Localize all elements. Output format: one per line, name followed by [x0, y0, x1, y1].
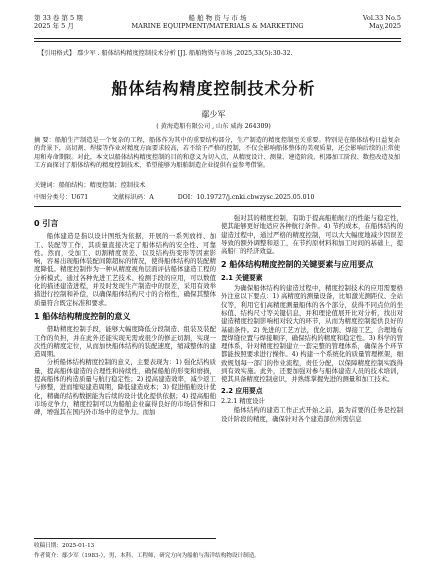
doi: DOI：10.19727/j.cnki.cbwzysc.2025.05.010: [177, 194, 315, 201]
subsection-heading: 2.2 应用要点: [221, 386, 263, 395]
header-right: [363, 14, 401, 30]
right-column: [221, 214, 403, 423]
paragraph: 船体结构的建造工作正式开始之前，最为首要的任务是控制设计阶段的精度，确保针对各个建造部位所需信息: [221, 406, 403, 423]
paragraph: 为确保船体结构的建造过程中，精度控制技术的应用需要格外注意以下要点：1) 高精度的测量设备，比如激光测距仪、全站仪等，利用它们高精度测量船体的各个部分，获得不同点位的坐标值、结构尺寸等关键信息，并和理论值展开比对分析，找出对建造精度控制影响相对较大的环节，从而为精度控制提供良好的基础条件。2) 先进的工艺方法，优化切割、焊接工艺，合理地布置焊缝位置与焊接顺序，确保结构的精度和稳定性。3) 科学的管理体系，针对精度控制建立一套完整的管理体系，确保各个环节都能按照要求进行操作。4) 构建一个系统化的质量管理框架，细致规划每一部门的作业流程，责任分配，以保障精度控制实践得到有效实施。此外，还要加强对参与船体建造人员的技术培训，使其具备精度控制意识，并熟练掌握先进的测量和加工技术。: [221, 284, 403, 384]
subsubsection-heading: 2.2.1 精度设计: [221, 396, 265, 405]
paragraph: 强对其的精度控制，有助于提高船舶航行的性能与稳定性，使其能够更好地适应各种航行条件。4) 节约成本，在船体结构的建造过程中，通过严格的精度控制，可以大大幅度地减少因误差导致的额外调整和返工，在节约原材料和加工时间的基础上，提高船厂的经济效益。: [221, 214, 403, 256]
paragraph: 船体建造是指以设计图纸为依据，开展的一系列放样、加工、装配等工作，其质量直接决定了船体结构的安全性、可靠性。然而，受加工、切割精度误差、以及结构热变形等因素影响，容易出现船体装配间隙超标的情况，使得船体结构的装配精度降低。精度控制作为一种从精度视角层面评估船体建造工程的分析模式，通过各种先进工艺技术、检测手段的应用，可以数值化的描述建造进程，并及时发现生产制造中的误差，采用有效举措进行控制和补偿，以确保船体结构尺寸的合格性，确保其整体质量符合既定标准和要求。: [34, 232, 216, 307]
journal-name-cn: 船 舶 物 资 与 市 场: [188, 14, 247, 22]
author-affiliation: ( 黄海造船有限公司 , 山东 威海 264309): [156, 123, 271, 130]
document-code: 文献标识码：A: [112, 194, 154, 201]
citation-format: 【引用格式】 鄢少军 . 船体结构精度控制技术分析 [J]. 船舶物资与市场 ,2025,33(5):30-32.: [38, 50, 293, 57]
paragraph: 分析船体结构精度控制的意义，主要表现为：1) 强化结构质量，提高船体建造的合理性和持续性，确保船舶的形变和磨损，提高船体的构造质量与航行稳定性；2) 提高建造效率，减少返工与修整，进而缩短建造周期，降低建造成本；3) 促进船舶设计优化，精确的结构数据能为后续的设计优化提供依据；4) 提高船舶市场竞争力，精度控制可以为船舶企业赢得良好的市场信誉和口碑，增强其在国内外市场中的竞争力。而加: [34, 358, 216, 417]
keywords: 关键词：船舶结构；精度控制；控制技术: [34, 182, 146, 189]
article-title: 船体结构精度控制技术分析: [111, 79, 316, 98]
author-bio: 作者简介：鄢少军（1983-），男，本科，工程师，研究方向为船舶与海洋结构物设计制造。: [34, 553, 260, 559]
paragraph: 借助精度控制手段，能够大幅度降低分段制造、组装及装配工作的负担，并在此外还能实现无需或很少的修正切割，实现一次性的精度定位，从而加快船体结构的装配速度，缩减整体的建造周期。: [34, 325, 216, 359]
received-date: 收稿日期：2025-01-13: [34, 543, 95, 549]
journal-name-en: MARINE EQUIPMENT/MATERIALS & MARKETING: [131, 22, 304, 30]
section-heading: 2 船体结构精度控制的关键要素与应用要点: [221, 260, 374, 270]
section-heading: 1 船体结构精度控制的意义: [34, 311, 131, 321]
volume-en: Vol.33 No.5: [362, 14, 401, 22]
header-rule-thin: [34, 41, 401, 42]
clc-number: 中图分类号：U671: [34, 194, 89, 201]
date-cn: 2025 年 5 月: [34, 22, 74, 30]
date-en: May,2025: [369, 22, 401, 30]
header-center: [34, 14, 401, 30]
article-meta: [34, 192, 336, 201]
author-name: 鄢少军: [201, 110, 226, 119]
running-header: [34, 14, 401, 38]
volume-cn: 第 33 卷 第 5 期: [34, 14, 83, 22]
section-heading: 0 引言: [34, 219, 59, 228]
left-column: [34, 214, 216, 417]
subsection-heading: 2.1 关键要素: [221, 273, 263, 282]
header-rule-thick: [34, 38, 401, 39]
abstract: 摘 要：船舶生产制造是一个复杂的工程，船体作为其中的重要结构部分，生产制造的精度控制至关重要。特别是在船体结构日益复杂的背景下，高切割、焊接等作业对精度方面要求较高，若不给予严格的控制，不仅会影响船体整体的美观质量，还会影响后续的正常使用和寿命期限。对此，本文以船体结构精度控制的目的和意义为切入点，从精度设计、测量、建造阶段、机器加工阶段、数控改造及加工方面探讨了船体结构的精度控制技术，希望能够为船舶制造企业提供有益参考借鉴。: [34, 137, 400, 170]
abstract-divider: [34, 206, 401, 207]
footnote-rule: [34, 538, 216, 539]
